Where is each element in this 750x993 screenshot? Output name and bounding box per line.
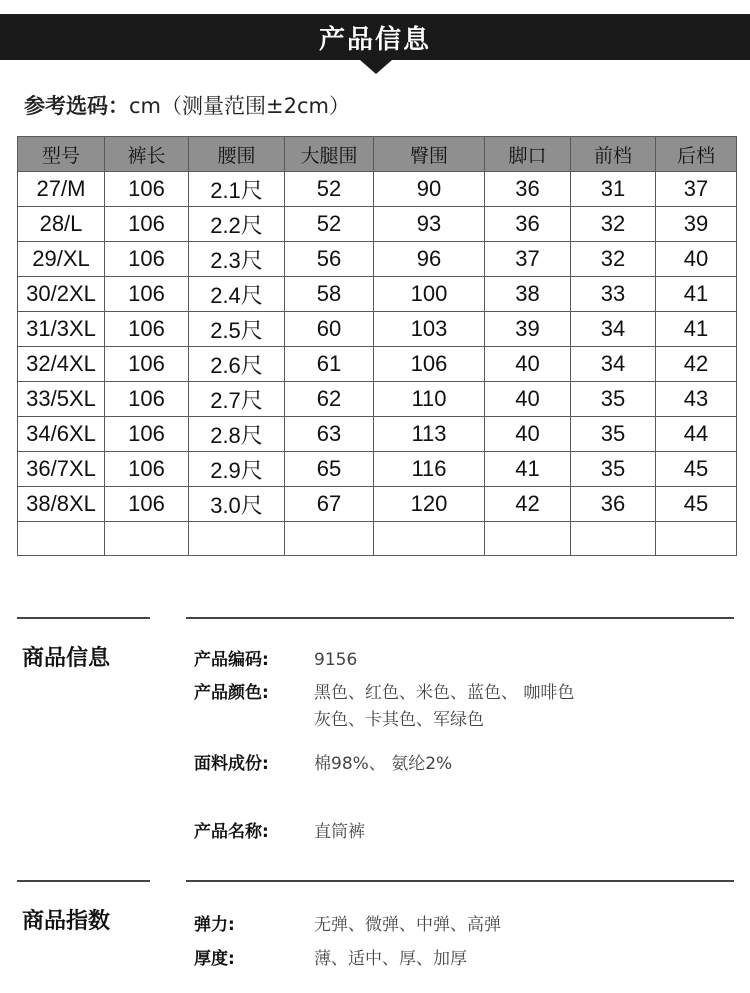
table-row xyxy=(18,452,737,487)
table-cell: 90 xyxy=(374,172,485,207)
table-cell: 60 xyxy=(285,312,374,347)
table-cell: 113 xyxy=(374,417,485,452)
table-cell: 52 xyxy=(285,207,374,242)
table-row xyxy=(18,207,737,242)
table-cell: 2.9尺 xyxy=(189,452,285,487)
table-cell: 36/7XL xyxy=(18,452,105,487)
table-row xyxy=(18,382,737,417)
table-empty-cell xyxy=(656,522,737,556)
table-header-cell: 臀围 xyxy=(374,137,485,172)
table-cell: 45 xyxy=(656,487,737,522)
table-cell: 27/M xyxy=(18,172,105,207)
banner-title: 产品信息 xyxy=(318,24,431,55)
table-cell: 2.2尺 xyxy=(189,207,285,242)
table-empty-cell xyxy=(189,522,285,556)
table-cell: 41 xyxy=(656,277,737,312)
table-cell: 2.8尺 xyxy=(189,417,285,452)
table-cell: 34 xyxy=(571,347,656,382)
table-cell: 36 xyxy=(571,487,656,522)
elastic-label: 弹力: xyxy=(194,915,235,935)
table-cell: 40 xyxy=(485,347,571,382)
table-cell: 2.4尺 xyxy=(189,277,285,312)
elastic-value: 无弹、微弹、中弹、高弹 xyxy=(314,915,501,935)
table-cell: 41 xyxy=(656,312,737,347)
measure-label: 参考选码： xyxy=(24,94,129,118)
table-cell: 32 xyxy=(571,207,656,242)
table-cell: 31/3XL xyxy=(18,312,105,347)
table-cell: 34 xyxy=(571,312,656,347)
table-cell: 52 xyxy=(285,172,374,207)
table-cell: 96 xyxy=(374,242,485,277)
table-empty-cell xyxy=(485,522,571,556)
table-cell: 37 xyxy=(485,242,571,277)
table-cell: 45 xyxy=(656,452,737,487)
table-cell: 120 xyxy=(374,487,485,522)
table-cell: 106 xyxy=(374,347,485,382)
table-cell: 30/2XL xyxy=(18,277,105,312)
product-code-row xyxy=(194,645,357,670)
product-color-label: 产品颜色: xyxy=(194,683,269,703)
table-cell: 2.7尺 xyxy=(189,382,285,417)
table-empty-cell xyxy=(18,522,105,556)
table-cell: 106 xyxy=(105,207,189,242)
thickness-value: 薄、适中、厚、加厚 xyxy=(314,949,467,969)
elastic-row xyxy=(194,910,501,935)
table-cell: 106 xyxy=(105,417,189,452)
table-cell: 106 xyxy=(105,452,189,487)
thickness-row xyxy=(194,944,467,969)
table-cell: 42 xyxy=(485,487,571,522)
table-cell: 43 xyxy=(656,382,737,417)
table-cell: 106 xyxy=(105,347,189,382)
table-cell: 38 xyxy=(485,277,571,312)
table-cell: 110 xyxy=(374,382,485,417)
product-code-value: 9156 xyxy=(314,650,358,670)
product-name-label: 产品名称: xyxy=(194,822,269,842)
table-cell: 116 xyxy=(374,452,485,487)
table-cell: 2.6尺 xyxy=(189,347,285,382)
table-header-cell: 后档 xyxy=(656,137,737,172)
table-cell: 40 xyxy=(485,417,571,452)
table-cell: 106 xyxy=(105,382,189,417)
table-cell: 67 xyxy=(285,487,374,522)
thickness-label: 厚度: xyxy=(194,949,235,969)
table-empty-row xyxy=(18,522,737,556)
table-cell: 32 xyxy=(571,242,656,277)
table-cell: 61 xyxy=(285,347,374,382)
table-cell: 39 xyxy=(656,207,737,242)
table-cell: 3.0尺 xyxy=(189,487,285,522)
table-empty-cell xyxy=(285,522,374,556)
product-color-value-line1: 黑色、红色、米色、蓝色、 咖啡色 xyxy=(314,683,575,703)
fabric-label: 面料成份: xyxy=(194,754,269,774)
table-cell: 58 xyxy=(285,277,374,312)
table-cell: 44 xyxy=(656,417,737,452)
product-code-label: 产品编码: xyxy=(194,650,269,670)
table-header-cell: 脚口 xyxy=(485,137,571,172)
table-cell: 103 xyxy=(374,312,485,347)
table-cell: 33 xyxy=(571,277,656,312)
table-cell: 40 xyxy=(485,382,571,417)
table-cell: 93 xyxy=(374,207,485,242)
table-cell: 100 xyxy=(374,277,485,312)
table-cell: 29/XL xyxy=(18,242,105,277)
section-divider-right xyxy=(186,617,734,619)
section-divider-left xyxy=(17,617,150,619)
measure-line xyxy=(24,90,350,120)
table-cell: 32/4XL xyxy=(18,347,105,382)
banner-notch xyxy=(360,60,392,74)
table-row xyxy=(18,312,737,347)
table-header-cell: 前档 xyxy=(571,137,656,172)
table-cell: 106 xyxy=(105,242,189,277)
table-cell: 42 xyxy=(656,347,737,382)
table-cell: 39 xyxy=(485,312,571,347)
product-index-title: 商品指数 xyxy=(22,909,111,934)
table-cell: 2.1尺 xyxy=(189,172,285,207)
product-info-title: 商品信息 xyxy=(22,646,111,671)
table-cell: 38/8XL xyxy=(18,487,105,522)
table-empty-cell xyxy=(374,522,485,556)
table-cell: 37 xyxy=(656,172,737,207)
table-row xyxy=(18,487,737,522)
table-row xyxy=(18,172,737,207)
index-divider-right xyxy=(186,880,734,882)
table-cell: 34/6XL xyxy=(18,417,105,452)
product-color-value-line2: 灰色、卡其色、军绿色 xyxy=(314,710,484,730)
table-header-cell: 裤长 xyxy=(105,137,189,172)
table-cell: 63 xyxy=(285,417,374,452)
table-cell: 65 xyxy=(285,452,374,487)
table-empty-cell xyxy=(571,522,656,556)
page-banner xyxy=(0,14,750,60)
table-cell: 35 xyxy=(571,417,656,452)
table-row xyxy=(18,417,737,452)
table-cell: 31 xyxy=(571,172,656,207)
table-cell: 35 xyxy=(571,452,656,487)
table-row xyxy=(18,242,737,277)
table-cell: 33/5XL xyxy=(18,382,105,417)
table-cell: 41 xyxy=(485,452,571,487)
table-cell: 106 xyxy=(105,277,189,312)
size-table xyxy=(17,136,737,556)
table-row xyxy=(18,347,737,382)
table-empty-cell xyxy=(105,522,189,556)
table-header-cell: 大腿围 xyxy=(285,137,374,172)
fabric-row xyxy=(194,749,452,774)
table-cell: 106 xyxy=(105,487,189,522)
table-header-cell: 腰围 xyxy=(189,137,285,172)
table-cell: 36 xyxy=(485,172,571,207)
table-cell: 35 xyxy=(571,382,656,417)
table-header-cell: 型号 xyxy=(18,137,105,172)
index-divider-left xyxy=(17,880,150,882)
table-cell: 62 xyxy=(285,382,374,417)
table-cell: 106 xyxy=(105,312,189,347)
product-color-row xyxy=(194,678,574,703)
product-name-row xyxy=(194,817,365,842)
table-cell: 56 xyxy=(285,242,374,277)
table-row xyxy=(18,277,737,312)
table-cell: 36 xyxy=(485,207,571,242)
table-cell: 28/L xyxy=(18,207,105,242)
fabric-value: 棉98%、 氨纶2% xyxy=(314,754,453,774)
table-cell: 2.5尺 xyxy=(189,312,285,347)
product-name-value: 直筒裤 xyxy=(314,822,365,842)
table-cell: 40 xyxy=(656,242,737,277)
table-header-row xyxy=(18,137,737,172)
measure-note: cm（测量范围±2cm） xyxy=(129,94,350,118)
table-cell: 106 xyxy=(105,172,189,207)
table-cell: 2.3尺 xyxy=(189,242,285,277)
